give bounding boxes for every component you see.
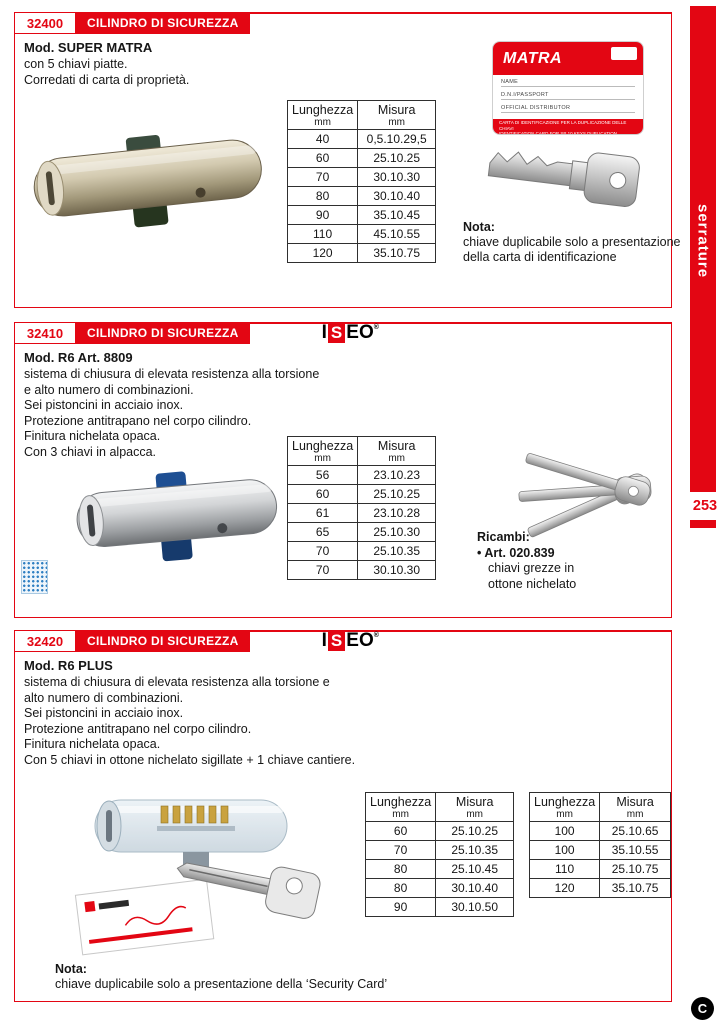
cylinder-photo <box>71 448 285 582</box>
table-cell: 80 <box>288 187 358 206</box>
table-header-row <box>288 101 436 130</box>
column-header: Lunghezza <box>292 439 354 453</box>
table-row <box>288 149 436 168</box>
table-row <box>366 898 514 917</box>
column-unit: mm <box>466 809 483 820</box>
card-field: OFFICIAL DISTRIBUTOR <box>501 105 635 113</box>
iseo-logo <box>322 630 379 652</box>
table-row <box>288 225 436 244</box>
table-cell: 61 <box>288 504 358 523</box>
column-unit: mm <box>626 809 644 820</box>
section-32410 <box>14 322 672 618</box>
table-cell: 60 <box>288 485 358 504</box>
iseo-logo-letter: I <box>321 630 327 651</box>
table-row <box>288 168 436 187</box>
table-row <box>530 822 671 841</box>
table-cell: 100 <box>530 841 600 860</box>
iseo-logo-letter: EO <box>346 322 374 343</box>
column-header: Misura <box>377 103 416 117</box>
matra-id-card <box>493 42 643 134</box>
table-cell: 110 <box>288 225 358 244</box>
matra-logo: MATRA <box>503 49 563 67</box>
chapter-label: serrature <box>694 204 712 279</box>
table-row <box>530 879 671 898</box>
table-cell: 70 <box>366 841 436 860</box>
table-row <box>288 504 436 523</box>
table-cell: 35.10.75 <box>358 244 436 263</box>
column-unit: mm <box>556 809 573 820</box>
table-cell: 70 <box>288 168 358 187</box>
table-row <box>288 466 436 485</box>
table-header-cell <box>288 101 358 130</box>
iseo-logo-letter: S <box>328 323 345 343</box>
dot-pattern-icon <box>21 560 48 594</box>
table-header-row <box>288 437 436 466</box>
table-cell: 35.10.45 <box>358 206 436 225</box>
table-row <box>288 542 436 561</box>
key-photo <box>483 132 647 218</box>
registered-mark-icon: ® <box>373 632 379 639</box>
table-cell: 25.10.75 <box>600 860 671 879</box>
table-cell: 65 <box>288 523 358 542</box>
table-cell: 30.10.50 <box>436 898 514 917</box>
category-title: CILINDRO DI SICUREZZA <box>76 12 250 34</box>
table-cell: 90 <box>288 206 358 225</box>
card-footer-line: IDENTIFICATION CARD FOR SP 10 KEYS DUPLICATION <box>499 131 618 134</box>
section-header <box>14 630 379 652</box>
note-line: chiave duplicabile solo a presentazione <box>463 235 681 249</box>
table-cell: 25.10.25 <box>436 822 514 841</box>
note-label: Nota: <box>55 962 87 976</box>
table-cell: 60 <box>288 149 358 168</box>
card-code-box <box>611 47 637 60</box>
column-unit: mm <box>388 453 405 464</box>
column-header: Misura <box>616 795 654 809</box>
table-header-cell <box>600 793 671 822</box>
table-header-cell <box>436 793 514 822</box>
model-name: Mod. R6 PLUS <box>24 658 113 673</box>
table-cell: 25.10.45 <box>436 860 514 879</box>
table-header-row <box>530 793 671 822</box>
article-code: 32400 <box>14 12 76 34</box>
table-cell: 23.10.28 <box>358 504 436 523</box>
spare-parts-label: Ricambi: <box>477 530 530 544</box>
description-line: con 5 chiavi piatte. <box>24 57 128 71</box>
description <box>24 367 319 461</box>
article-code: 32410 <box>14 322 76 344</box>
table-cell: 120 <box>530 879 600 898</box>
table-cell: 100 <box>530 822 600 841</box>
card-header <box>493 42 643 75</box>
note-line: della carta di identificazione <box>463 250 617 264</box>
spare-parts <box>477 530 576 592</box>
table-cell: 80 <box>366 879 436 898</box>
description-line: Protezione antitrapano nel corpo cilindro. <box>24 413 252 428</box>
table-cell: 35.10.75 <box>600 879 671 898</box>
table-cell: 0,5.10.29,5 <box>358 130 436 149</box>
description-line: Corredati di carta di proprietà. <box>24 72 190 87</box>
column-unit: mm <box>388 117 405 128</box>
size-table-left <box>365 792 514 917</box>
description-line: Finitura nichelata opaca. <box>24 429 161 444</box>
spare-article: • Art. 020.839 <box>477 545 555 560</box>
table-cell: 80 <box>366 860 436 879</box>
category-title: CILINDRO DI SICUREZZA <box>76 322 250 344</box>
description-line: alto numero di combinazioni. <box>24 690 184 705</box>
table-header-cell <box>366 793 436 822</box>
description-line: e alto numero di combinazioni. <box>24 382 194 397</box>
table-cell: 30.10.40 <box>358 187 436 206</box>
description-line: Sei pistoncini in acciaio inox. <box>24 398 184 413</box>
column-header: Lunghezza <box>292 103 354 117</box>
table-row <box>288 244 436 263</box>
table-header-row <box>366 793 514 822</box>
table-header-cell <box>358 437 436 466</box>
table-row <box>288 206 436 225</box>
card-field: D.N.I/PASSPORT <box>501 92 635 100</box>
table-row <box>366 860 514 879</box>
table-header-cell <box>530 793 600 822</box>
note <box>55 962 387 992</box>
table-cell: 40 <box>288 130 358 149</box>
iseo-logo <box>322 322 379 344</box>
section-header <box>14 322 379 344</box>
table-cell: 120 <box>288 244 358 263</box>
table-cell: 25.10.30 <box>358 523 436 542</box>
section-32400 <box>14 12 681 308</box>
column-header: Lunghezza <box>534 795 596 809</box>
table-row <box>288 561 436 580</box>
card-field: NAME <box>501 79 635 87</box>
model-name: Mod. R6 Art. 8809 <box>24 350 133 365</box>
table-row <box>288 130 436 149</box>
iseo-logo-letter: I <box>321 322 327 343</box>
table-row <box>530 860 671 879</box>
table-cell: 25.10.65 <box>600 822 671 841</box>
description <box>24 675 355 769</box>
size-table <box>287 436 436 580</box>
column-header: Misura <box>455 795 494 809</box>
table-cell: 25.10.25 <box>358 149 436 168</box>
card-fields <box>493 75 643 119</box>
cylinder-photo <box>29 116 267 244</box>
table-cell: 45.10.55 <box>358 225 436 244</box>
note <box>463 220 681 265</box>
table-row <box>288 485 436 504</box>
table-cell: 30.10.40 <box>436 879 514 898</box>
table-cell: 30.10.30 <box>358 168 436 187</box>
table-cell: 90 <box>366 898 436 917</box>
spare-line: chiavi grezze in <box>488 561 575 575</box>
table-cell: 70 <box>288 561 358 580</box>
keys-photo <box>509 440 669 540</box>
registered-mark-icon: ® <box>373 324 379 331</box>
table-cell: 110 <box>530 860 600 879</box>
description-line: Con 5 chiavi in ottone nichelato sigillate + 1 chiave cantiere. <box>24 752 356 767</box>
table-cell: 70 <box>288 542 358 561</box>
article-code: 32420 <box>14 630 76 652</box>
table-cell: 25.10.25 <box>358 485 436 504</box>
table-row <box>288 523 436 542</box>
description-line: sistema di chiusura di elevata resistenza alla torsione e <box>24 675 330 689</box>
table-row <box>288 187 436 206</box>
description-line: Sei pistoncini in acciaio inox. <box>24 706 184 721</box>
publisher-logo-icon: C <box>691 997 714 1020</box>
table-cell: 60 <box>366 822 436 841</box>
column-unit: mm <box>392 809 409 820</box>
column-header: Lunghezza <box>370 795 432 809</box>
description-line: Protezione antitrapano nel corpo cilindro. <box>24 721 252 736</box>
iseo-logo-letter: S <box>328 631 345 651</box>
page-number: 253 <box>686 492 724 520</box>
note-label: Nota: <box>463 220 495 234</box>
table-row <box>530 841 671 860</box>
description-line: Finitura nichelata opaca. <box>24 737 161 752</box>
section-header <box>14 12 250 34</box>
column-header: Misura <box>377 439 416 453</box>
column-unit: mm <box>314 117 331 128</box>
size-table <box>287 100 436 263</box>
table-cell: 25.10.35 <box>358 542 436 561</box>
description-line: Con 3 chiavi in alpacca. <box>24 444 157 459</box>
category-title: CILINDRO DI SICUREZZA <box>76 630 250 652</box>
iseo-logo-letter: EO <box>346 630 374 651</box>
size-table-right <box>529 792 671 898</box>
table-row <box>366 841 514 860</box>
table-cell: 30.10.30 <box>358 561 436 580</box>
table-header-cell <box>358 101 436 130</box>
card-footer-line: CARTA DI IDENTIFICAZIONE PER LA DUPLICAZIONE DELLE CHIAVI <box>499 120 627 131</box>
table-header-cell <box>288 437 358 466</box>
description <box>24 57 189 88</box>
chapter-tab <box>690 6 716 528</box>
table-cell: 25.10.35 <box>436 841 514 860</box>
table-cell: 23.10.23 <box>358 466 436 485</box>
spare-line: ottone nichelato <box>488 576 577 591</box>
column-unit: mm <box>314 453 331 464</box>
table-cell: 35.10.55 <box>600 841 671 860</box>
table-row <box>366 822 514 841</box>
cutaway-cylinder-photo <box>65 770 347 956</box>
note-line: chiave duplicabile solo a presentazione della ‘Security Card’ <box>55 977 388 991</box>
table-row <box>366 879 514 898</box>
table-cell: 56 <box>288 466 358 485</box>
description-line: sistema di chiusura di elevata resistenza alla torsione <box>24 367 320 381</box>
section-32420 <box>14 630 672 1002</box>
model-name: Mod. SUPER MATRA <box>24 40 153 55</box>
